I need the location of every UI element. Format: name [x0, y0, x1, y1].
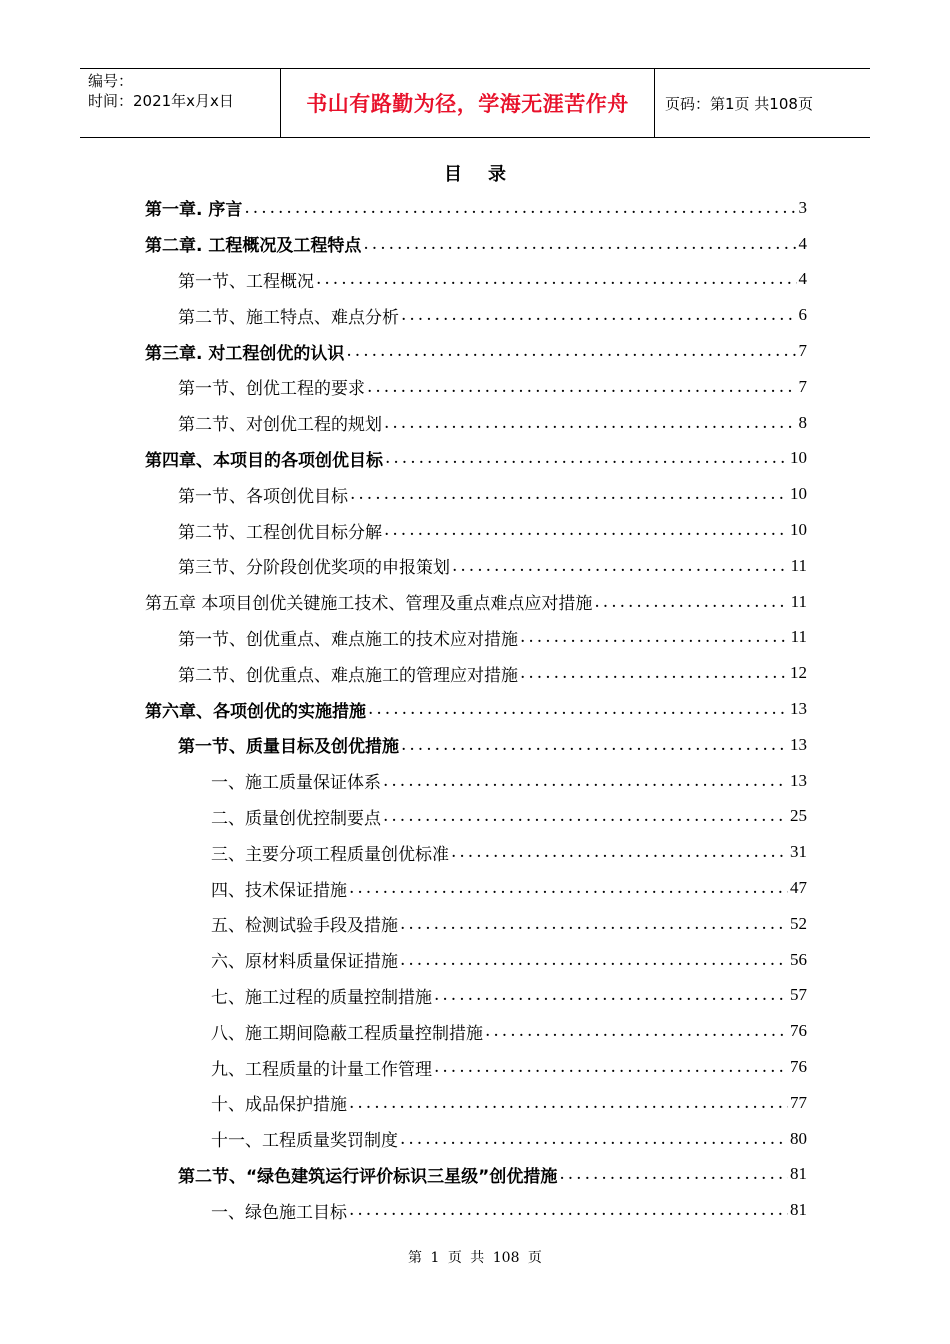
toc-entry-title: 五、检测试验手段及措施 — [211, 916, 398, 937]
toc-entry[interactable] — [145, 297, 807, 333]
toc-entry-page: 13 — [790, 734, 807, 754]
toc-dot-leader — [520, 627, 789, 647]
toc-dot-leader — [349, 1093, 788, 1113]
toc-entry-page: 10 — [790, 520, 807, 540]
toc-entry[interactable] — [145, 512, 807, 548]
toc-entry-title: 第三节、分阶段创优奖项的申报策划 — [178, 558, 450, 579]
toc-entry[interactable] — [145, 405, 807, 441]
toc-entry-page: 10 — [790, 448, 807, 468]
toc-dot-leader — [367, 377, 797, 397]
toc-entry[interactable] — [145, 763, 807, 799]
toc-entry-page: 76 — [790, 1021, 807, 1041]
header-left-cell — [80, 69, 280, 137]
toc-entry[interactable] — [145, 1049, 807, 1085]
toc-entry-title: 八、施工期间隐蔽工程质量控制措施 — [211, 1023, 483, 1044]
document-time-label: 时间：2021年x月x日 — [88, 92, 234, 110]
toc-entry[interactable] — [145, 620, 807, 656]
toc-dot-leader — [400, 1129, 788, 1149]
toc-entry[interactable] — [145, 1013, 807, 1049]
toc-entry-title: 第四章、本项目的各项创优目标 — [145, 450, 383, 471]
toc-dot-leader — [452, 556, 789, 576]
toc-entry[interactable] — [145, 1121, 807, 1157]
toc-dot-leader — [349, 878, 788, 898]
toc-entry-title: 第一节、创优工程的要求 — [178, 379, 365, 400]
toc-dot-leader — [594, 592, 788, 612]
toc-entry-title: 十一、工程质量奖罚制度 — [211, 1131, 398, 1152]
toc-entry[interactable] — [145, 834, 807, 870]
toc-entry-page: 57 — [790, 985, 807, 1005]
toc-dot-leader — [434, 1057, 788, 1077]
toc-dot-leader — [485, 1021, 788, 1041]
toc-entry[interactable] — [145, 1157, 807, 1193]
toc-entry[interactable] — [145, 691, 807, 727]
toc-entry[interactable] — [145, 906, 807, 942]
toc-dot-leader — [385, 448, 788, 468]
toc-entry-title: 第一节、各项创优目标 — [178, 486, 348, 507]
page-footer: 第 1 页 共 108 页 — [408, 1250, 542, 1266]
toc-entry-page: 7 — [798, 376, 807, 396]
toc-entry[interactable] — [145, 942, 807, 978]
toc-entry-page: 4 — [798, 269, 807, 289]
toc-dot-leader — [520, 663, 788, 683]
toc-entry-page: 12 — [790, 663, 807, 683]
toc-dot-leader — [559, 1164, 788, 1184]
toc-entry[interactable] — [145, 1192, 807, 1228]
toc-entry-page: 81 — [790, 1200, 807, 1220]
toc-entry-title: 第二章. 工程概况及工程特点 — [145, 236, 362, 257]
toc-dot-leader — [400, 950, 788, 970]
toc-entry-title: 第一章. 序言 — [145, 200, 243, 221]
toc-dot-leader — [384, 520, 788, 540]
header-page-info: 页码：第1页 共108页 — [665, 94, 813, 113]
toc-entry-page: 6 — [798, 305, 807, 325]
toc-entry-page: 10 — [790, 484, 807, 504]
toc-entry[interactable] — [145, 548, 807, 584]
toc-entry-page: 3 — [798, 197, 807, 217]
toc-entry-page: 47 — [790, 878, 807, 898]
toc-entry[interactable] — [145, 226, 807, 262]
toc-dot-leader — [383, 771, 788, 791]
toc-entry[interactable] — [145, 190, 807, 226]
toc-entry-page: 11 — [790, 627, 807, 647]
toc-entry-page: 52 — [790, 913, 807, 933]
page-header — [80, 68, 870, 138]
table-of-contents — [145, 190, 807, 1228]
toc-dot-leader — [363, 234, 796, 254]
toc-dot-leader — [244, 198, 796, 218]
toc-entry-title: 第三章. 对工程创优的认识 — [145, 343, 345, 364]
toc-entry[interactable] — [145, 333, 807, 369]
toc-entry-title: 第二节、对创优工程的规划 — [178, 415, 382, 436]
toc-entry-page: 31 — [790, 842, 807, 862]
toc-dot-leader — [383, 806, 788, 826]
toc-entry[interactable] — [145, 978, 807, 1014]
toc-entry-page: 7 — [798, 341, 807, 361]
toc-entry-title: 第六章、各项创优的实施措施 — [145, 701, 366, 722]
toc-dot-leader — [401, 735, 788, 755]
toc-entry[interactable] — [145, 476, 807, 512]
toc-dot-leader — [368, 699, 788, 719]
toc-entry-title: 九、工程质量的计量工作管理 — [211, 1059, 432, 1080]
toc-dot-leader — [434, 985, 788, 1005]
toc-entry[interactable] — [145, 870, 807, 906]
header-motto: 书山有路勤为径，学海无涯苦作舟 — [306, 92, 629, 116]
toc-dot-leader — [384, 413, 797, 433]
toc-entry-page: 8 — [798, 412, 807, 432]
toc-entry-title: 四、技术保证措施 — [211, 880, 347, 901]
toc-entry[interactable] — [145, 799, 807, 835]
toc-entry-page: 56 — [790, 949, 807, 969]
toc-entry-title: 六、原材料质量保证措施 — [211, 952, 398, 973]
toc-entry-title: 二、质量创优控制要点 — [211, 808, 381, 829]
toc-entry-title: 第二节、创优重点、难点施工的管理应对措施 — [178, 665, 518, 686]
toc-entry-title: 一、施工质量保证体系 — [211, 773, 381, 794]
toc-entry[interactable] — [145, 727, 807, 763]
toc-entry-title: 一、绿色施工目标 — [211, 1202, 347, 1223]
toc-entry-page: 13 — [790, 770, 807, 790]
toc-title: 目录 — [444, 164, 532, 185]
toc-entry-page: 4 — [798, 233, 807, 253]
toc-entry[interactable] — [145, 1085, 807, 1121]
toc-dot-leader — [400, 914, 788, 934]
toc-dot-leader — [401, 305, 797, 325]
toc-entry-page: 77 — [790, 1092, 807, 1112]
toc-entry-page: 11 — [790, 555, 807, 575]
toc-entry[interactable] — [145, 369, 807, 405]
toc-entry[interactable] — [145, 655, 807, 691]
toc-dot-leader — [350, 484, 788, 504]
toc-entry-title: 第一节、创优重点、难点施工的技术应对措施 — [178, 629, 518, 650]
toc-dot-leader — [451, 842, 788, 862]
toc-entry-title: 第二节、工程创优目标分解 — [178, 522, 382, 543]
toc-entry-page: 81 — [790, 1164, 807, 1184]
toc-entry-page: 13 — [790, 699, 807, 719]
toc-entry[interactable] — [145, 441, 807, 477]
toc-entry[interactable] — [145, 262, 807, 298]
document-number-label: 编号： — [88, 72, 134, 90]
toc-entry-title: 十、成品保护措施 — [211, 1095, 347, 1116]
toc-entry[interactable] — [145, 584, 807, 620]
toc-entry-title: 七、施工过程的质量控制措施 — [211, 987, 432, 1008]
toc-entry-page: 11 — [790, 591, 807, 611]
toc-entry-title: 第二节、“绿色建筑运行评价标识三星级”创优措施 — [178, 1166, 558, 1187]
toc-entry-title: 第五章 本项目创优关键施工技术、管理及重点难点应对措施 — [145, 594, 593, 615]
toc-entry-page: 25 — [790, 806, 807, 826]
toc-entry-page: 76 — [790, 1057, 807, 1077]
toc-dot-leader — [316, 269, 797, 289]
toc-entry-title: 三、主要分项工程质量创优标准 — [211, 844, 449, 865]
toc-entry-title: 第一节、质量目标及创优措施 — [178, 737, 399, 758]
toc-entry-page: 80 — [790, 1128, 807, 1148]
toc-entry-title: 第二节、施工特点、难点分析 — [178, 307, 399, 328]
toc-dot-leader — [349, 1200, 788, 1220]
toc-entry-title: 第一节、工程概况 — [178, 271, 314, 292]
header-motto-cell — [280, 69, 655, 137]
toc-dot-leader — [346, 341, 796, 361]
